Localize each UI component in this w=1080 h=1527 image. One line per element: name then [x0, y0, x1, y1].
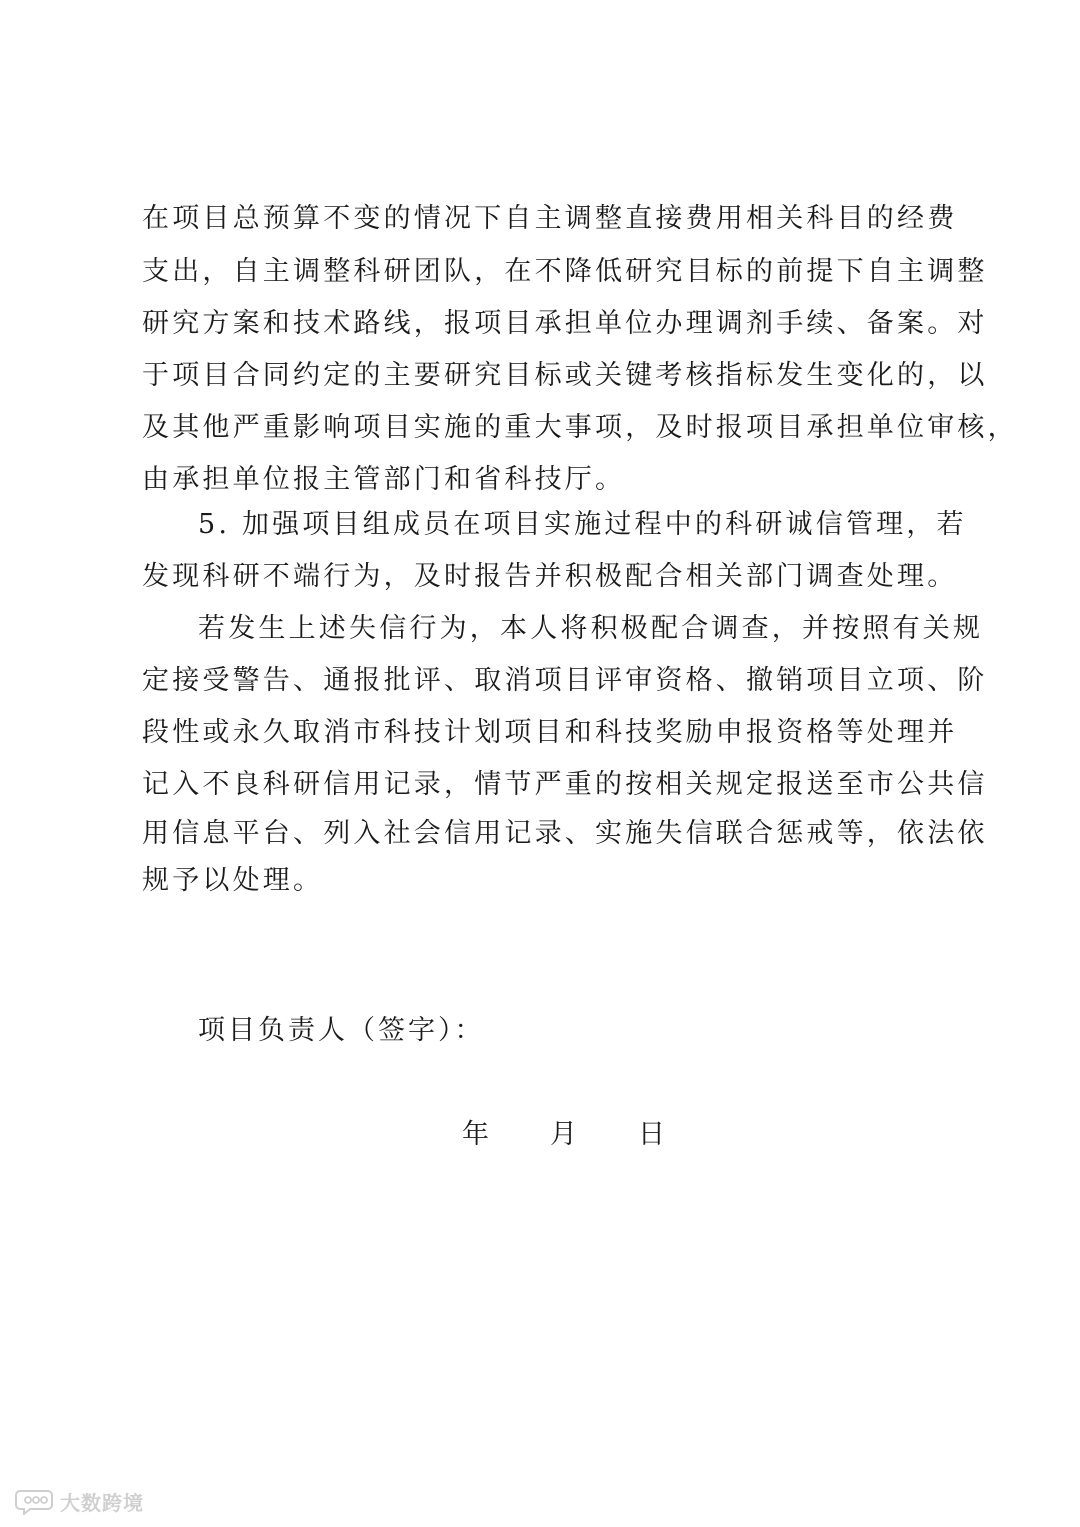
paragraph-1-line-2: 支出，自主调整科研团队，在不降低研究目标的前提下自主调整	[142, 256, 988, 287]
paragraph-1-line-3: 研究方案和技术路线，报项目承担单位办理调剂手续、备案。对	[142, 308, 988, 339]
paragraph-2-line-1: 5. 加强项目组成员在项目实施过程中的科研诚信管理，若	[198, 509, 967, 540]
chat-bubble-logo-icon	[14, 1487, 54, 1515]
paragraph-3-line-4: 记入不良科研信用记录，情节严重的按相关规定报送至市公共信	[142, 769, 988, 800]
watermark-text: 大数跨境	[60, 1490, 144, 1515]
paragraph-1-line-6: 由承担单位报主管部门和省科技厅。	[142, 464, 626, 495]
paragraph-1-line-4: 于项目合同约定的主要研究目标或关键考核指标发生变化的，以	[142, 360, 988, 391]
paragraph-3-line-5: 用信息平台、列入社会信用记录、实施失信联合惩戒等，依法依	[142, 818, 988, 849]
paragraph-1-line-1: 在项目总预算不变的情况下自主调整直接费用相关科目的经费	[142, 203, 958, 234]
date-month-label: 月	[550, 1119, 577, 1150]
paragraph-3-line-6: 规予以处理。	[142, 865, 324, 896]
paragraph-3-line-2: 定接受警告、通报批评、取消项目评审资格、撤销项目立项、阶	[142, 665, 988, 696]
date-day-label: 日	[638, 1119, 665, 1150]
signature-label: 项目负责人（签字）：	[198, 1015, 485, 1046]
paragraph-3-line-3: 段性或永久取消市科技计划项目和科技奖励申报资格等处理并	[142, 717, 958, 748]
paragraph-2-line-2: 发现科研不端行为，及时报告并积极配合相关部门调查处理。	[142, 561, 958, 592]
paragraph-3-line-1: 若发生上述失信行为，本人将积极配合调查，并按照有关规	[198, 613, 984, 644]
date-year-label: 年	[462, 1119, 489, 1150]
paragraph-1-line-5: 及其他严重影响项目实施的重大事项，及时报项目承担单位审核，	[142, 412, 1018, 443]
watermark	[14, 1486, 144, 1516]
